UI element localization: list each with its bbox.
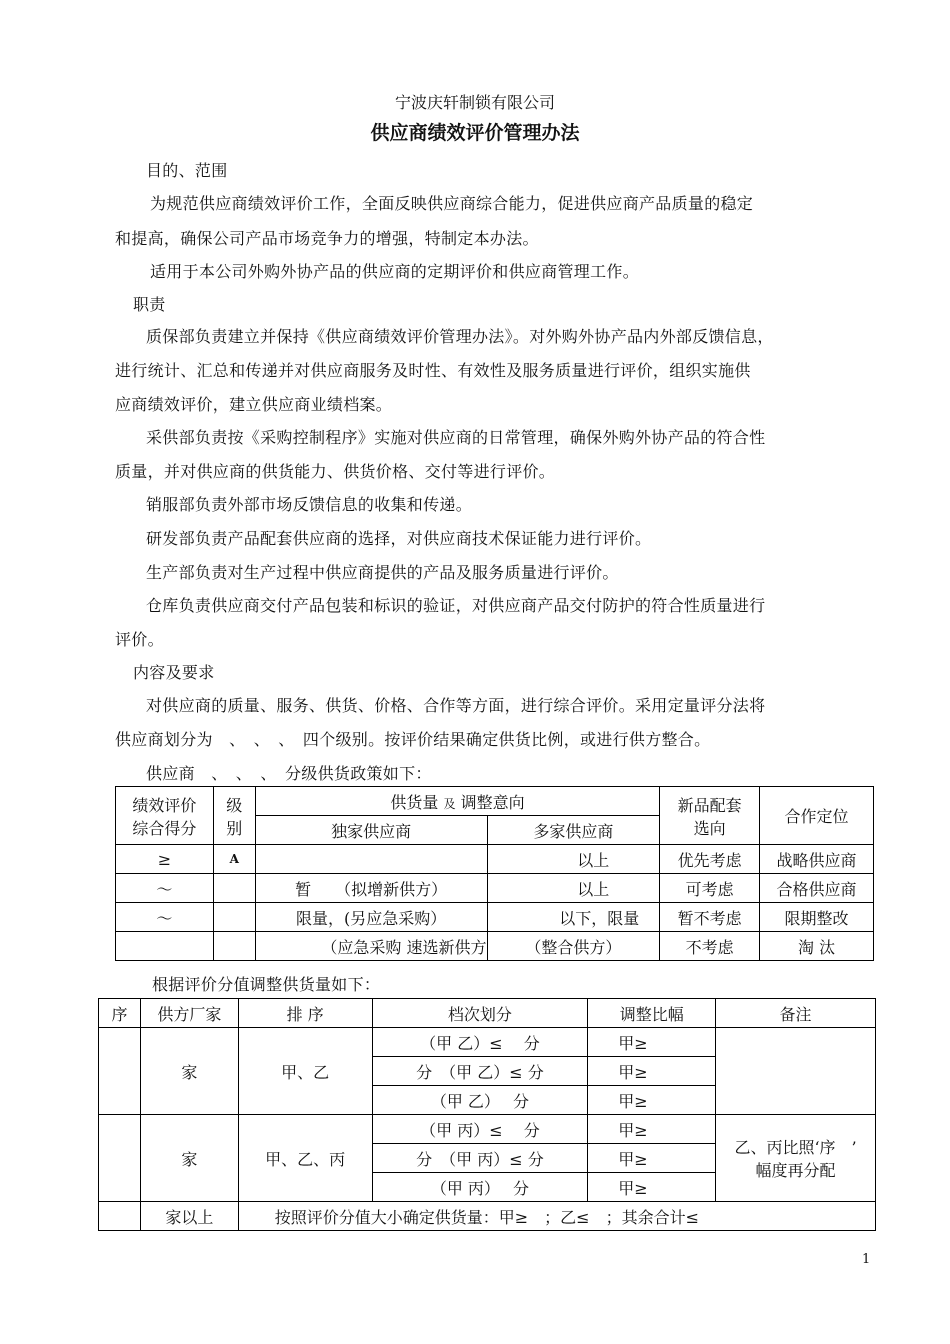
header-note: 备注 <box>716 999 876 1028</box>
page-number: 1 <box>862 1252 871 1267</box>
header-cooperation: 合作定位 <box>760 787 874 845</box>
table-row: ～ 暂 （拟增新供方） 以上 可考虑 合格供应商 <box>116 874 874 903</box>
paragraph: 研发部负责产品配套供应商的选择，对供应商技术保证能力进行评价。 <box>146 529 652 548</box>
header-tier: 档次划分 <box>372 999 588 1028</box>
paragraph: 应商绩效评价，建立供应商业绩档案。 <box>115 395 393 414</box>
paragraph: 质保部负责建立并保持《供应商绩效评价管理办法》。对外购外协产品内外部反馈信息， <box>146 327 774 346</box>
paragraph: 采供部负责按《采购控制程序》实施对供应商的日常管理，确保外购外协产品的符合性 <box>146 428 766 447</box>
header-seq: 序 <box>99 999 141 1028</box>
table-row: 家以上 按照评价分值大小确定供货量：甲≥ ；乙≤ ；其余合计≤ <box>99 1202 876 1231</box>
table-row: 分 （甲 丙）≤ 分 甲≥ <box>99 1144 876 1173</box>
document-title: 供应商绩效评价管理办法 <box>370 122 580 144</box>
paragraph: 供应商划分为 、 、 、 四个级别。按评价结果确定供货比例，或进行供方整合。 <box>115 730 711 749</box>
table-row: 分 （甲 乙）≤ 分 甲≥ <box>99 1057 876 1086</box>
table-row: （应急采购 速选新供方 （整合供方） 不考虑 淘 汰 <box>116 932 874 961</box>
paragraph: 进行统计、汇总和传递并对供应商服务及时性、有效性及服务质量进行评价，组织实施供 <box>115 361 751 380</box>
paragraph: 生产部负责对生产过程中供应商提供的产品及服务质量进行评价。 <box>146 563 619 582</box>
note-cell: 乙、丙比照‘序 ’ 幅度再分配 <box>716 1115 876 1202</box>
section-heading-purpose: 目的、范围 <box>146 161 228 180</box>
header-adjust: 调整比幅 <box>588 999 716 1028</box>
header-score: 绩效评价 综合得分 <box>116 787 214 845</box>
paragraph: 销服部负责外部市场反馈信息的收集和传递。 <box>146 495 473 514</box>
table-row: 家 甲、乙 （甲 乙）≤ 分 甲≥ <box>99 1028 876 1057</box>
header-multi-supplier: 多家供应商 <box>487 816 660 845</box>
paragraph: 质量，并对供应商的供货能力、供货价格、交付等进行评价。 <box>115 462 556 481</box>
paragraph: 适用于本公司外购外协产品的供应商的定期评价和供应商管理工作。 <box>150 262 640 281</box>
table-row: （甲 丙） 分 甲≥ <box>99 1173 876 1202</box>
table-row: ≥ A 以上 优先考虑 战略供应商 <box>116 845 874 874</box>
header-level: 级 别 <box>213 787 255 845</box>
company-name: 宁波庆轩制锁有限公司 <box>394 93 555 112</box>
table-row: 家 甲、乙、丙 （甲 丙）≤ 分 甲≥ 乙、丙比照‘序 ’ 幅度再分配 <box>99 1115 876 1144</box>
header-sole-supplier: 独家供应商 <box>255 816 487 845</box>
section-heading-duties: 职责 <box>133 295 166 314</box>
section-heading-content: 内容及要求 <box>133 663 215 682</box>
supply-adjustment-table <box>98 998 876 1231</box>
paragraph: 供应商 、 、 、 分级供货政策如下： <box>146 764 432 783</box>
paragraph: 为规范供应商绩效评价工作，全面反映供应商综合能力，促进供应商产品质量的稳定 <box>150 194 754 213</box>
header-supply: 供货量 及 调整意向 <box>255 787 659 816</box>
paragraph: 和提高，确保公司产品市场竞争力的增强，特制定本办法。 <box>115 229 539 248</box>
paragraph: 评价。 <box>115 630 164 649</box>
table-row: （甲 乙） 分 甲≥ <box>99 1086 876 1115</box>
table-row: ～ 限量，(另应急采购） 以下，限量 暂不考虑 限期整改 <box>116 903 874 932</box>
paragraph: 根据评价分值调整供货量如下： <box>152 975 381 994</box>
paragraph: 仓库负责供应商交付产品包装和标识的验证，对供应商产品交付防护的符合性质量进行 <box>146 596 766 615</box>
paragraph: 对供应商的质量、服务、供货、价格、合作等方面，进行综合评价。采用定量评分法将 <box>146 696 766 715</box>
supplier-grade-table <box>115 786 874 961</box>
header-vendor: 供方厂家 <box>140 999 238 1028</box>
header-order: 排 序 <box>238 999 372 1028</box>
header-new-product: 新品配套 选向 <box>660 787 760 845</box>
